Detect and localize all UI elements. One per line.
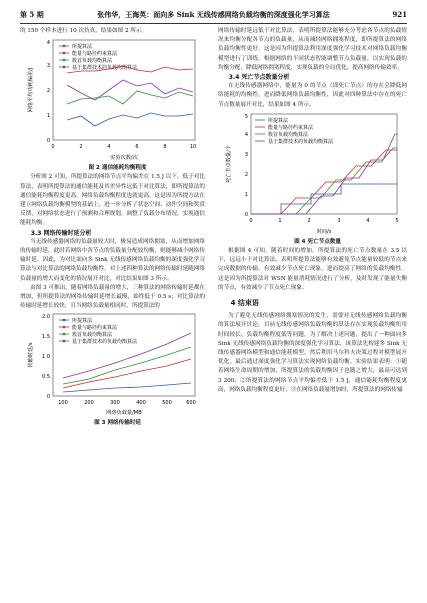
x-tick: 0: [50, 144, 55, 151]
x-tick: 3: [336, 217, 341, 224]
section-heading: 4 结束语: [230, 299, 259, 308]
legend-label: 所提算法: [71, 318, 92, 325]
section-heading: 3.4 死亡节点数量分析: [228, 74, 290, 82]
paragraph: 网络传输时延远低于对比算法，表明所提算法能够充分考虑各节点的负载情况来均衡分配各节点的负载量，从而减轻网络拥塞程度，即所提算法的网络负载均衡性更好。这是因为所提算法利用深度强化学习技术对网络负载均衡模型进行了训练，根据网络的不同状态智能调整节点负载量，以实现负载的均衡分配，降低网络拥塞程度，实现负载的全局优化，提高网络传输效率。: [218, 28, 407, 71]
y-tick: 2: [46, 88, 50, 95]
y-tick: 3: [46, 63, 50, 70]
x-tick: 4: [365, 217, 370, 224]
x-tick: 6: [134, 144, 139, 151]
y-axis-label: 传输时延/s: [27, 342, 34, 369]
legend-label: 基于集群技术的负载均衡算法: [267, 138, 333, 145]
x-tick: 600: [185, 400, 196, 407]
header-title: 张伟华，王海英：面向多 Sink 无线传感网络负载均衡的深度强化学习算法: [97, 10, 330, 19]
legend-label: 簇首负载均衡算法: [267, 131, 308, 138]
legend-label: 所提算法: [267, 117, 288, 124]
paragraph: 由图 3 可推出，随着网络负载量的增大，三种算法的网络传输时延都在增加，但所提算法的网络传输时延增长最慢，始终低于 0.5 s；对比算法的传输时延增长较快，且当网络负载量相同时，所提算法的: [20, 284, 206, 310]
figure-caption: 图 3 网络传输时延: [94, 420, 142, 427]
y-tick: 2: [244, 171, 248, 178]
y-tick: 1.0: [41, 354, 50, 361]
y-axis-label: 死亡节点数量/个: [225, 144, 232, 183]
x-axis-label: 实验次数/次: [109, 155, 138, 162]
y-tick: 0: [244, 211, 248, 218]
legend-label: 能量与路径约束算法: [267, 124, 313, 131]
y-tick: 5: [244, 113, 248, 120]
x-tick: 400: [135, 400, 146, 407]
legend-label: 基于集群技术的负载均衡算法: [71, 65, 137, 72]
page-number: 921: [392, 10, 407, 19]
figure-2-chart: [23, 36, 203, 164]
y-tick: 0.5: [41, 374, 50, 381]
x-axis-label: 网络负载量/MB: [105, 410, 142, 417]
legend-label: 簇首负载均衡算法: [71, 332, 112, 339]
legend-label: 能量与路径约束算法: [71, 51, 117, 58]
right-column: [218, 27, 407, 395]
x-tick: 8: [162, 144, 167, 151]
x-tick: 2: [306, 217, 311, 224]
left-column: [20, 27, 205, 429]
y-tick: 1: [46, 113, 50, 120]
fig3-legend: [59, 317, 138, 345]
x-tick: 5: [394, 217, 399, 224]
y-tick: 2.0: [41, 314, 50, 321]
x-tick: 500: [161, 400, 172, 407]
figure-4-chart: [221, 110, 405, 238]
x-tick: 4: [106, 144, 111, 151]
x-tick: 100: [57, 400, 68, 407]
x-tick: 200: [83, 400, 94, 407]
paragraph: 为了避免无线传感网络拥塞情况的发生，需要对无线传感网络负载均衡的算法展开讨论，目前无线传感网络负载均衡的算法存在实现负载均衡所用时间较长、负载均衡程度低等问题。为了解决上述问题，提出了一种面向多 Sink 无线传感网络负载均衡的深度强化学习算法，该算法先构建多 Sink 无线传感器网络模型和通信能耗模型，然后利用马尔科夫决策过程对模型展开优化，最后通过深度强化学习算法实现网络负载均衡。实验结果表明：①随着网络生命周期的增加，所提算法的负载均衡因子也随之增大，最高可达到 3 200；②所提算法的网络节点平均偏差低于 1.5 J，通信能耗均衡程度更高，网络负载均衡程度更好；③在网络负载量增加时，所提算法的网络传输: [218, 313, 407, 393]
header-rule: [20, 23, 407, 24]
y-tick: 4: [244, 131, 248, 138]
paragraph: 的 150 个样本进行 10 次仿真，结果如图 2 所示。: [20, 28, 148, 34]
legend-label: 基于集群技术的负载均衡算法: [71, 339, 137, 346]
y-tick: 1: [244, 191, 248, 198]
issue-number: 第 5 期: [20, 10, 44, 19]
x-axis-label: 时间/s: [316, 228, 331, 235]
paragraph: 根据图 4 可知，随着时间的增加，所提算法的死亡节点数量在 3.5 以下，远远小于对比算法，表明所提算法能够有效避免节点能量较低的节点来完成数据的传输，有效减少节点死亡现象，进而提高了网络的负载均衡性。这是因为所提算法对 WSN 能量消耗情况进行了分析，及时发现了能量失衡的节点，有效减少了节点死亡现象。: [218, 248, 407, 291]
paragraph: 分析图 2 可知，所提算法的网络节点平均偏差在 1.5 J 以下，低于对比算法，表明所提算法的通信能耗及其差异性远低于对比算法，即所提算法的通信能耗均衡程度更高，网络负载均衡程度也就更高。这是因为所提方法在建立网络负载均衡模型的基础上，进一步分析了状态空间、动作空间和奖赏反馈，对网络状态进行了预测和合理规划，调整了负载分布情况，实现通信能耗均衡。: [20, 174, 205, 227]
y-axis-label: 网络平均功耗偏差/J: [27, 67, 34, 113]
y-tick: 4: [46, 40, 50, 47]
x-tick: 300: [109, 400, 120, 407]
legend-label: 能量与路径约束算法: [71, 325, 117, 332]
figure-3-chart: [23, 311, 203, 419]
legend-label: 所提算法: [71, 44, 92, 51]
x-tick: 1: [277, 217, 282, 224]
running-header: [20, 8, 407, 22]
x-tick: 10: [189, 144, 196, 151]
legend-label: 簇首负载均衡算法: [71, 58, 112, 65]
section-heading: 3.3 网络传输时延分析: [30, 229, 92, 237]
paragraph: 在无线传感器网络中，能量为 0 的节点（即死亡节点）的存在会降低网络能耗的均衡性，进而降低网络负载均衡性，因此对四种算法中存在的死亡节点数量展开对比，结果如图 4 所示。: [218, 83, 407, 108]
x-tick: 2: [78, 144, 83, 151]
paragraph: 当无线传感器网络的负载量较大时，极易造成网络拥塞，从而增加网络的传输时延，此时若网络中各节点的负载量分配较均衡，则能够减小网络传输时延。因此，为对比面向多 Sink 无线传感网络负载均衡的深度强化学习算法与对比算法的网络负载均衡性，对上述四种算法的网络传输时延随网络负载量的增大而变化的情况展开对比，对比结果如图 3 所示。: [20, 238, 205, 282]
x-tick: 0: [248, 217, 253, 224]
y-tick: 1.5: [41, 334, 50, 341]
y-tick: 0: [46, 138, 50, 145]
y-tick: 0: [46, 394, 50, 401]
fig4-legend: [255, 117, 334, 145]
figure-caption: 图 4 死亡节点数量: [294, 238, 342, 245]
figure-caption: 图 2 通信能耗均衡程度: [88, 165, 147, 172]
y-tick: 3: [244, 151, 248, 158]
